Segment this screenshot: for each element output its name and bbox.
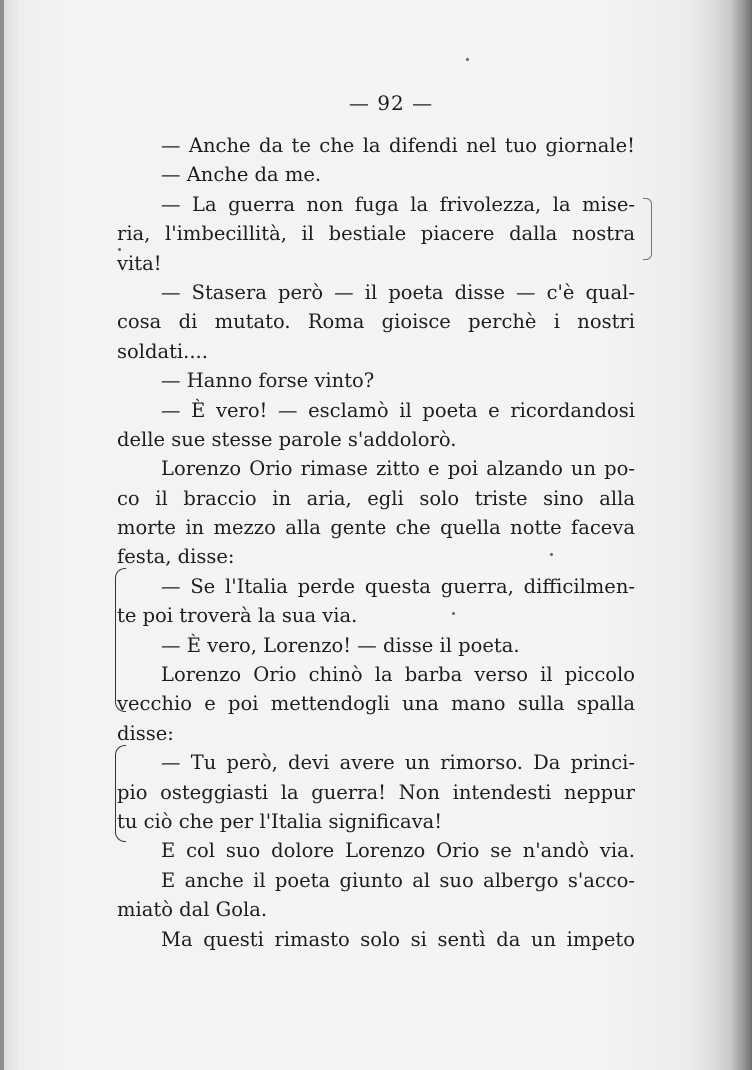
handwritten-brace-mark [115,568,126,712]
text-line: Lorenzo Orio chinò la barba verso il piccolo [161,663,635,687]
text-line: E col suo dolore Lorenzo Orio se n'andò via. [161,839,635,863]
page-number: — 92 — [348,91,434,115]
text-line: cosa di mutato. Roma gioisce perchè i nostri [117,310,635,334]
text-line: — È vero! — esclamò il poeta e ricordandosi [161,398,635,422]
text-line: vita! [117,251,162,275]
handwritten-margin-mark [643,198,652,260]
paper-speck [118,248,121,251]
page-right-edge-shadow [730,0,752,1070]
text-line: — Anche da te che la difendi nel tuo giornale! [161,134,635,157]
text-line: ria, l'imbecillità, il bestiale piacere dalla nostra [117,222,635,246]
text-line: — La guerra non fuga la frivolezza, la mise- [161,192,635,216]
handwritten-brace-mark [115,745,126,842]
text-line: delle sue stesse parole s'addolorò. [117,427,457,451]
text-line: Ma questi rimasto solo si sentì da un impeto [161,927,635,951]
text-line: pio osteggiasti la guerra! Non intendesti neppur [117,780,635,804]
paper-speck [550,553,553,556]
text-line: — Se l'Italia perde questa guerra, difficilmen- [161,574,635,598]
text-line: co il braccio in aria, egli solo triste sino alla [117,486,635,510]
paper-speck [452,612,455,615]
text-line: disse: [117,721,174,745]
text-line: tu ciò che per l'Italia significava! [117,809,443,833]
text-line: Lorenzo Orio rimase zitto e poi alzando un po- [161,457,635,481]
text-line: — Hanno forse vinto? [161,369,375,393]
text-line: festa, disse: [117,545,235,569]
text-line: morte in mezzo alla gente che quella notte faceva [117,516,635,540]
text-line: — Anche da me. [161,163,322,187]
text-line: soldati.... [117,339,208,363]
page-left-edge [0,0,4,1070]
body-text [117,131,635,954]
text-line: — Stasera però — il poeta disse — c'è qual- [161,280,635,304]
text-line: — Tu però, devi avere un rimorso. Da princi- [161,751,635,775]
text-line: te poi troverà la sua via. [117,604,358,628]
text-line: miatò dal Gola. [117,898,268,922]
text-line: — È vero, Lorenzo! — disse il poeta. [161,633,520,657]
text-line: E anche il poeta giunto al suo albergo s'acco- [161,868,635,892]
paper-speck [466,58,469,61]
text-line: vecchio e poi mettendogli una mano sulla spalla [117,692,635,716]
